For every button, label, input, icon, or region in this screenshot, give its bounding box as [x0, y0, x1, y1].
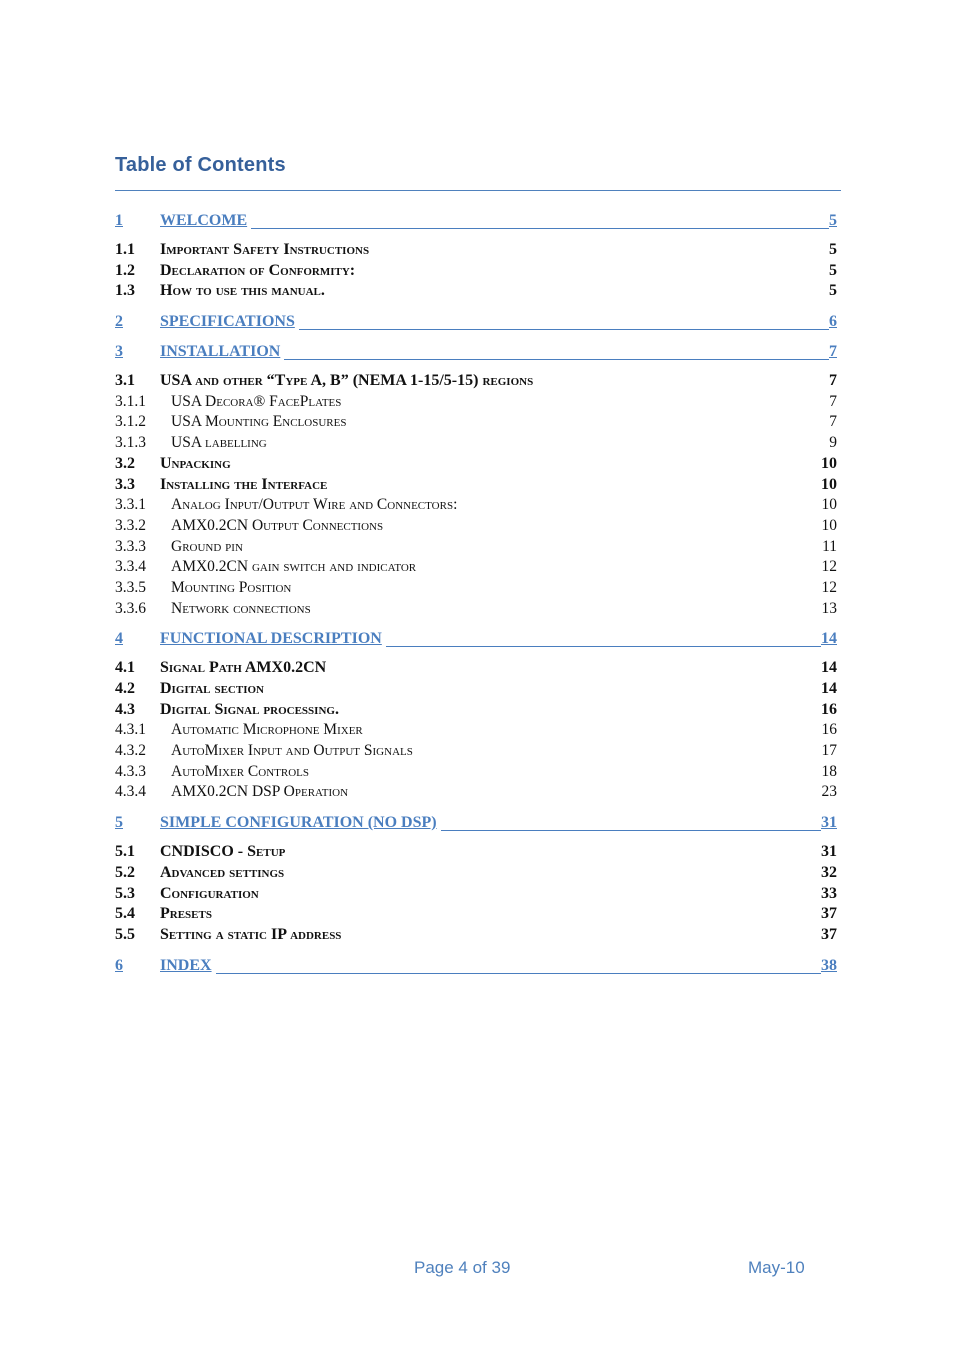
- toc-entry-number: 4.3: [115, 700, 135, 718]
- toc-entry-link[interactable]: [115, 579, 837, 600]
- toc-entry-number: 4: [115, 630, 123, 648]
- toc-page-number: 16: [821, 721, 837, 739]
- toc-page-number: 37: [821, 905, 837, 923]
- toc-entry-label: How to use this manual.: [160, 282, 325, 300]
- toc-page-number: 33: [821, 884, 837, 902]
- toc-entry-label: USA Mounting Enclosures: [171, 413, 347, 431]
- toc-entry-number: 3.1.2: [115, 413, 146, 431]
- toc-entry-label: INDEX: [160, 956, 212, 974]
- toc-page-number: 14: [821, 630, 837, 648]
- toc-entry-link[interactable]: [115, 372, 837, 393]
- toc-page-number: 7: [829, 343, 837, 361]
- toc-entry-number: 4.3.2: [115, 742, 146, 760]
- toc-entry-label: Ground pin: [171, 537, 243, 555]
- toc-entry-label: SPECIFICATIONS: [160, 313, 295, 331]
- toc-entry-number: 3: [115, 343, 123, 361]
- toc-entry-label: INSTALLATION: [160, 343, 281, 361]
- toc-page-number: 13: [821, 599, 837, 617]
- toc-entry-link[interactable]: [115, 455, 837, 476]
- toc-page-number: 12: [821, 558, 837, 576]
- toc-entry-number: 1: [115, 212, 123, 229]
- toc-entry-label: Analog Input/Output Wire and Connectors:: [171, 496, 458, 514]
- toc-page-number: 5: [829, 261, 837, 279]
- toc-entry-link[interactable]: [115, 413, 837, 434]
- toc-leader-line: [284, 359, 829, 360]
- toc-chapter-link[interactable]: [115, 630, 837, 650]
- toc-entry-label: AMX0.2CN gain switch and indicator: [171, 558, 417, 576]
- toc-entry-label: Declaration of Conformity:: [160, 261, 356, 279]
- toc-entry-label: Network connections: [171, 599, 311, 617]
- toc-entry-number: 3.2: [115, 454, 135, 472]
- toc-chapter-link[interactable]: [115, 814, 837, 834]
- toc-entry-label: Mounting Position: [171, 578, 292, 596]
- toc-entry-link[interactable]: [115, 742, 837, 763]
- toc-chapter-link[interactable]: [115, 343, 837, 363]
- toc-entry-label: FUNCTIONAL DESCRIPTION: [160, 630, 382, 648]
- toc-page-number: 10: [821, 475, 837, 493]
- toc-page-number: 32: [821, 863, 837, 881]
- table-of-contents: [115, 212, 837, 986]
- toc-entry-number: 1.3: [115, 282, 135, 300]
- toc-entry-label: Important Safety Instructions: [160, 241, 370, 258]
- toc-entry-label: WELCOME: [160, 212, 248, 229]
- toc-entry-label: Signal Path AMX0.2CN: [160, 659, 327, 677]
- toc-entry-number: 1.2: [115, 261, 135, 279]
- toc-page-number: 7: [829, 392, 837, 410]
- toc-entry-label: AMX0.2CN DSP Operation: [171, 783, 349, 801]
- toc-entry-number: 4.3.1: [115, 721, 146, 739]
- toc-entry-label: Setting a static IP address: [160, 925, 342, 943]
- toc-entry-number: 4.3.4: [115, 783, 146, 801]
- toc-entry-number: 4.3.3: [115, 762, 146, 780]
- toc-page-number: 16: [821, 700, 837, 718]
- footer-date: May-10: [748, 1258, 805, 1277]
- toc-entry-number: 1.1: [115, 241, 135, 258]
- toc-entry-link[interactable]: [115, 517, 837, 538]
- toc-entry-link[interactable]: [115, 721, 837, 742]
- toc-entry-number: 3.1: [115, 372, 135, 390]
- toc-title: Table of Contents: [115, 154, 286, 176]
- toc-page-number: 38: [821, 956, 837, 974]
- toc-leader-line: [386, 646, 821, 647]
- toc-entry-label: AutoMixer Input and Output Signals: [171, 742, 413, 760]
- toc-entry-link[interactable]: [115, 659, 837, 680]
- toc-entry-number: 2: [115, 313, 123, 331]
- toc-entry-label: Unpacking: [160, 454, 231, 472]
- toc-entry-label: Digital section: [160, 680, 264, 697]
- toc-entry-link[interactable]: [115, 262, 837, 283]
- toc-page-number: 9: [829, 434, 837, 452]
- toc-entry-number: 3.3.4: [115, 558, 146, 576]
- toc-page-number: 5: [829, 241, 837, 258]
- toc-page-number: 12: [821, 578, 837, 596]
- toc-page-number: 37: [821, 925, 837, 943]
- toc-entry-link[interactable]: [115, 241, 837, 262]
- toc-entry-label: SIMPLE CONFIGURATION (NO DSP): [160, 814, 437, 832]
- toc-entry-link[interactable]: [115, 843, 837, 864]
- toc-page-number: 23: [821, 783, 837, 801]
- toc-page-number: 11: [822, 537, 837, 555]
- toc-entry-label: CNDISCO - Setup: [160, 843, 286, 861]
- toc-page-number: 14: [821, 680, 837, 697]
- toc-entry-label: USA and other “Type A, B” (NEMA 1-15/5-15) regions: [160, 372, 534, 390]
- toc-entry-link[interactable]: [115, 885, 837, 906]
- toc-entry-link[interactable]: [115, 864, 837, 885]
- toc-entry-number: 5.1: [115, 843, 135, 861]
- toc-entry-number: 3.1.1: [115, 392, 146, 410]
- toc-entry-label: Installing the Interface: [160, 475, 328, 493]
- toc-entry-link[interactable]: [115, 600, 837, 621]
- toc-entry-label: AutoMixer Controls: [171, 762, 309, 780]
- toc-entry-label: USA Decora® FacePlates: [171, 392, 342, 410]
- toc-entry-label: Digital Signal processing.: [160, 700, 339, 718]
- toc-entry-label: Advanced settings: [160, 863, 285, 881]
- toc-page-number: 10: [821, 496, 837, 514]
- toc-entry-number: 3.3.3: [115, 537, 146, 555]
- toc-page-number: 18: [821, 762, 837, 780]
- toc-leader-line: [216, 973, 821, 974]
- toc-entry-number: 3.3.2: [115, 516, 146, 534]
- toc-entry-link[interactable]: [115, 282, 837, 303]
- toc-entry-link[interactable]: [115, 680, 837, 701]
- toc-entry-number: 3.1.3: [115, 434, 146, 452]
- title-divider: [115, 190, 841, 191]
- toc-entry-link[interactable]: [115, 496, 837, 517]
- toc-page-number: 5: [829, 282, 837, 300]
- toc-page-number: 10: [821, 454, 837, 472]
- toc-entry-number: 3.3.6: [115, 599, 146, 617]
- toc-chapter-link[interactable]: [115, 313, 837, 333]
- toc-entry-number: 3.3.5: [115, 578, 146, 596]
- toc-entry-label: USA labelling: [171, 434, 267, 452]
- toc-entry-label: Configuration: [160, 884, 259, 902]
- toc-entry-link[interactable]: [115, 393, 837, 414]
- toc-entry-number: 5.4: [115, 905, 135, 923]
- toc-entry-label: Automatic Microphone Mixer: [171, 721, 363, 739]
- toc-page-number: 10: [821, 516, 837, 534]
- toc-entry-link[interactable]: [115, 558, 837, 579]
- toc-entry-label: AMX0.2CN Output Connections: [171, 516, 384, 534]
- toc-entry-link[interactable]: [115, 926, 837, 947]
- toc-entry-number: 5.3: [115, 884, 135, 902]
- toc-entry-number: 6: [115, 956, 123, 974]
- toc-leader-line: [299, 329, 829, 330]
- toc-entry-number: 5.5: [115, 925, 135, 943]
- toc-page-number: 17: [821, 742, 837, 760]
- toc-page-number: 6: [829, 313, 837, 331]
- toc-entry-label: Presets: [160, 905, 212, 923]
- toc-page-number: 31: [821, 843, 837, 861]
- toc-entry-number: 5: [115, 814, 123, 832]
- toc-entry-link[interactable]: [115, 701, 837, 722]
- toc-entry-number: 3.3.1: [115, 496, 146, 514]
- toc-page-number: 7: [829, 413, 837, 431]
- toc-entry-link[interactable]: [115, 476, 837, 497]
- toc-entry-number: 4.1: [115, 659, 135, 677]
- toc-entry-number: 4.2: [115, 680, 135, 697]
- toc-entry-number: 3.3: [115, 475, 135, 493]
- toc-entry-number: 5.2: [115, 863, 135, 881]
- toc-entry-link[interactable]: [115, 783, 837, 804]
- toc-leader-line: [251, 228, 829, 229]
- toc-page-number: 5: [829, 212, 837, 229]
- toc-entry-link[interactable]: [115, 538, 837, 559]
- toc-page-number: 14: [821, 659, 837, 677]
- page-number: Page 4 of 39: [414, 1258, 511, 1277]
- toc-chapter-link[interactable]: [115, 957, 837, 977]
- toc-page-number: 7: [829, 372, 837, 390]
- toc-entry-link[interactable]: [115, 434, 837, 455]
- toc-leader-line: [441, 830, 821, 831]
- toc-page-number: 31: [821, 814, 837, 832]
- toc-chapter-link[interactable]: [115, 212, 837, 232]
- toc-entry-link[interactable]: [115, 905, 837, 926]
- toc-entry-link[interactable]: [115, 763, 837, 784]
